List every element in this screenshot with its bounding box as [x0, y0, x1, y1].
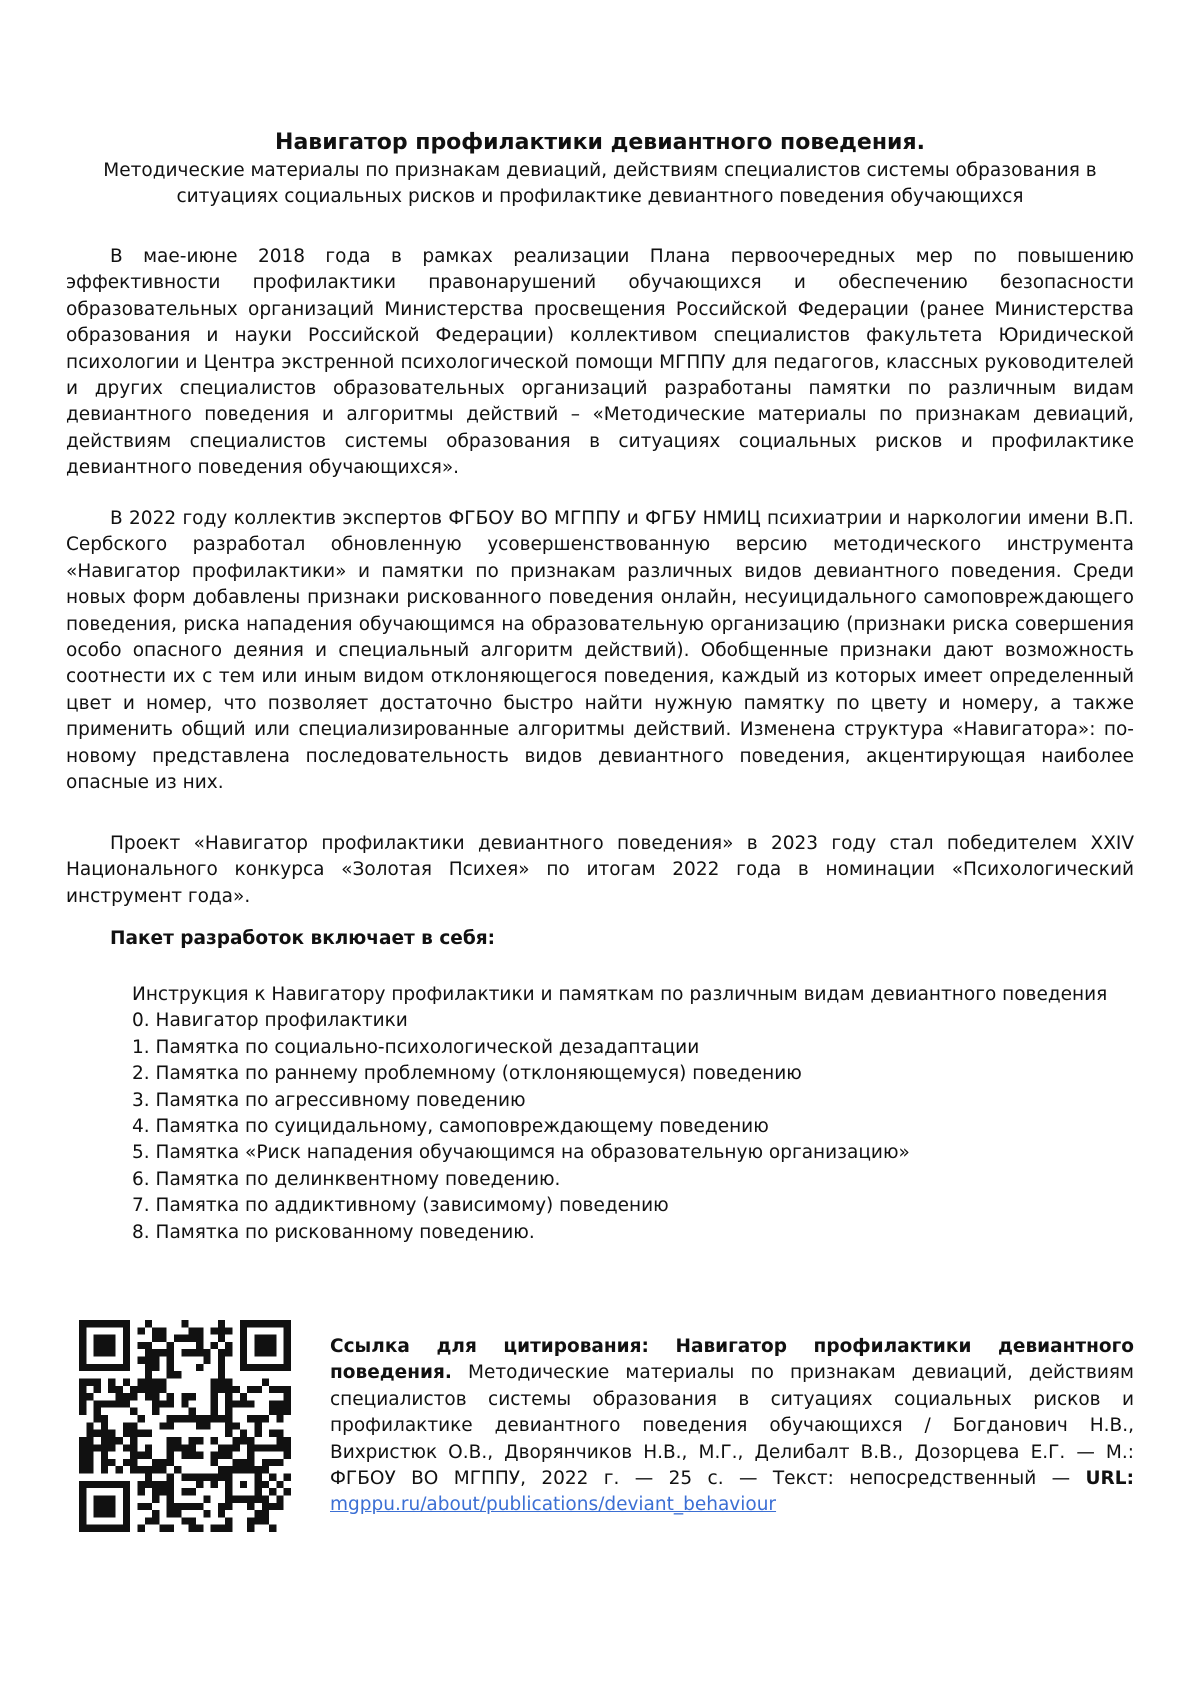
package-item-8: 8. Памятка по рискованному поведению.	[132, 1221, 535, 1243]
package-item-1: 1. Памятка по социально-психологической дезадаптации	[132, 1036, 700, 1058]
package-item-3: 3. Памятка по агрессивному поведению	[132, 1089, 526, 1111]
package-heading: Пакет разработок включает в себя:	[110, 928, 496, 949]
citation-block	[330, 1334, 1134, 1519]
paragraph-award-2023: Проект «Навигатор профилактики девиантного поведения» в 2023 году стал победителем XXIV Национального конкурса «Золотая Психея» по итогам 2022 года в номинации «Психологический инструмент года».	[66, 833, 1134, 907]
package-item-7: 7. Памятка по аддиктивному (зависимому) поведению	[132, 1195, 669, 1217]
package-item-0: 0. Навигатор профилактики	[132, 1010, 408, 1032]
document-subtitle: Методические материалы по признакам девиаций, действиям специалистов системы образования в ситуациях социальных рисков и профилактике девиантного поведения обучающихся	[103, 160, 1097, 207]
paragraph-history-2018: В мае-июне 2018 года в рамках реализации Плана первоочередных мер по повышению эффективности профилактики правонарушений обучающихся и обеспечению безопасности образовательных организаций Министерства просвещения Российской Федерации (ранее Министерства образования и науки Российской Федерации) коллективом специалистов факультета Юридической психологии и Центра экстренной психологической помощи МГППУ для педагогов, классных руководителей и других специалистов образовательных организаций разработаны памятки по различным видам девиантного поведения и алгоритмы действий – «Методические материалы по признакам девиаций, действиям специалистов системы образования в ситуациях социальных рисков и профилактике девиантного поведения обучающихся».	[66, 246, 1134, 479]
citation-body: Методические материалы по признакам девиаций, действиям специалистов системы образования в ситуациях социальных рисков и профилактике девиантного поведения обучающихся / Богданович Н.В., Вихристюк О.В., Дворянчиков Н.В., М.Г., Делибалт В.В., Дозорцева Е.Г. — М.: ФГБОУ ВО МГППУ, 2022 г. — 25 с. — Текст: непосредственный —	[330, 1362, 1134, 1490]
package-item-6: 6. Памятка по делинквентному поведению.	[132, 1168, 561, 1190]
citation-url-label: URL:	[1085, 1468, 1134, 1490]
citation-link[interactable]: mgppu.ru/about/publications/deviant_behaviour	[330, 1494, 777, 1516]
paragraph-update-2022: В 2022 году коллектив экспертов ФГБОУ ВО МГППУ и ФГБУ НМИЦ психиатрии и наркологии имени В.П. Сербского разработал обновленную усовершенствованную версию методического инструмента «Навигатор профилактики» и памятки по признакам различных видов девиантного поведения. Среди новых форм добавлены признаки рискованного поведения онлайн, несуицидального самоповреждающего поведения, риска нападения обучающимся на образовательную организацию (признаки риска совершения особо опасного деяния и специальный алгоритм действий). Обобщенные признаки дают возможность соотнести их с тем или иным видом отклоняющегося поведения, каждый из которых имеет определенный цвет и номер, что позволяет достаточно быстро найти нужную памятку по цвету и номеру, а также применить общий или специализированные алгоритмы действий. Изменена структура «Навигатора»: по-новому представлена последовательность видов девиантного поведения, акцентирующая наиболее опасные из них.	[66, 508, 1134, 794]
package-item-instruction: Инструкция к Навигатору профилактики и памяткам по различным видам девиантного поведения	[132, 984, 1108, 1005]
citation-lead: Ссылка для цитирования: Навигатор профилактики девиантного поведения.	[330, 1336, 1134, 1384]
package-item-2: 2. Памятка по раннему проблемному (отклоняющемуся) поведению	[132, 1063, 802, 1085]
package-item-5: 5. Памятка «Риск нападения обучающимся на образовательную организацию»	[132, 1142, 910, 1164]
document-title: Навигатор профилактики девиантного поведения.	[275, 130, 925, 155]
qr-code-icon[interactable]	[79, 1320, 291, 1532]
package-list	[132, 982, 1107, 1246]
package-item-4: 4. Памятка по суицидальному, самоповреждающему поведению	[132, 1116, 769, 1138]
document-header	[66, 128, 1134, 210]
